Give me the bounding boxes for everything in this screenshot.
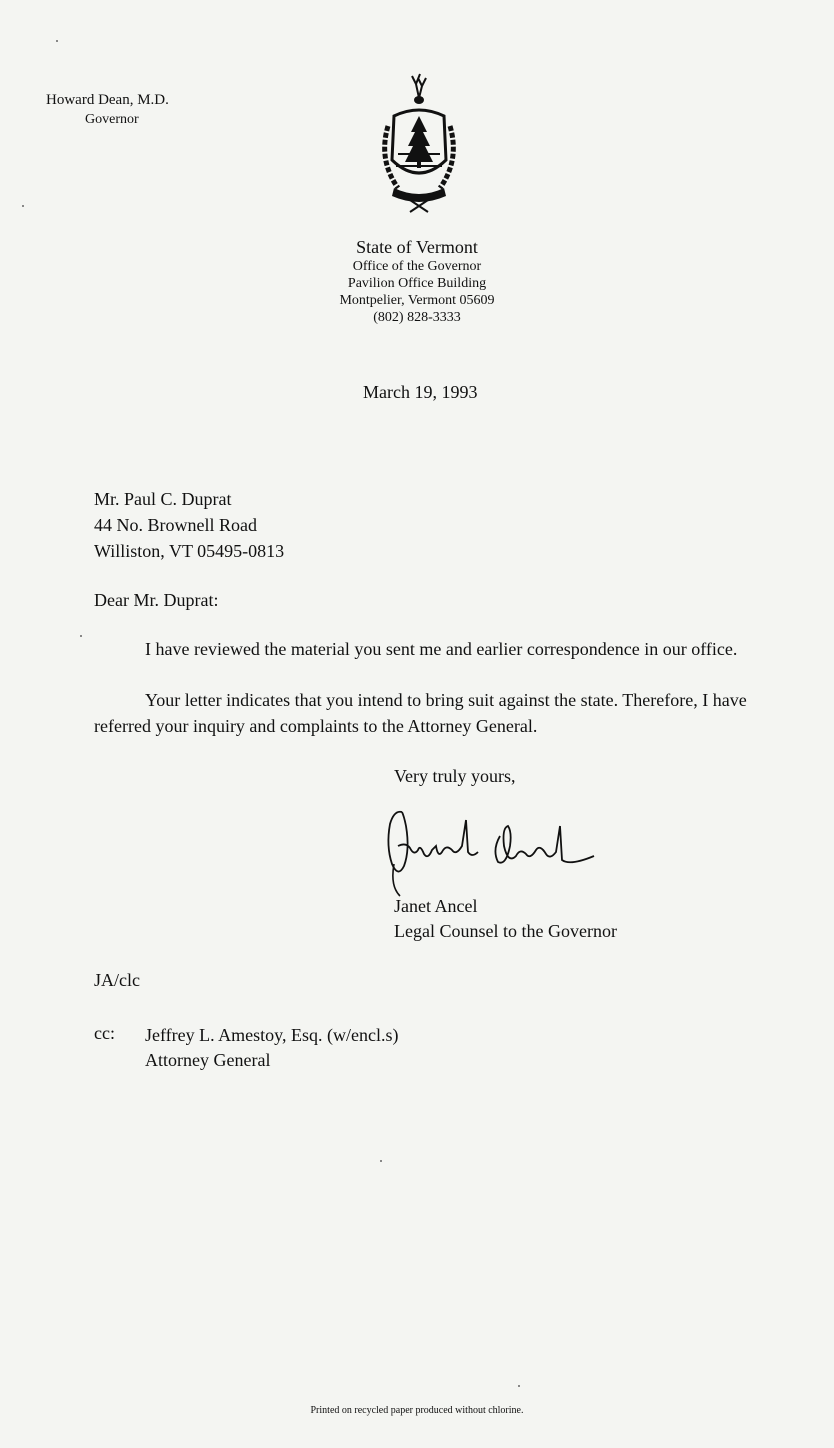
paper-speck bbox=[518, 1385, 520, 1387]
paper-speck bbox=[380, 1160, 382, 1162]
cc-recipient bbox=[145, 1023, 398, 1073]
cc-title: Attorney General bbox=[145, 1050, 271, 1070]
signer-name: Janet Ancel bbox=[394, 896, 478, 916]
paper-speck bbox=[56, 40, 58, 42]
signature bbox=[380, 806, 610, 898]
building-name: Pavilion Office Building bbox=[347, 276, 487, 291]
state-name: State of Vermont bbox=[356, 237, 478, 257]
letterhead-address bbox=[300, 236, 534, 326]
phone-number: (802) 828-3333 bbox=[373, 310, 461, 325]
body-paragraph-1: I have reviewed the material you sent me and earlier correspondence in our office. bbox=[145, 639, 738, 659]
cc-label: cc: bbox=[94, 1023, 115, 1043]
salutation: Dear Mr. Duprat: bbox=[94, 590, 219, 610]
cc-name: Jeffrey L. Amestoy, Esq. (w/encl.s) bbox=[145, 1025, 399, 1045]
recycled-paper-footer: Printed on recycled paper produced without chlorine. bbox=[310, 1405, 524, 1416]
body-paragraph-2-line-1: Your letter indicates that you intend to bring suit against the state. Therefore, I have bbox=[145, 690, 747, 710]
signer-block bbox=[394, 894, 617, 944]
letter-date: March 19, 1993 bbox=[363, 382, 478, 402]
recipient-address bbox=[94, 486, 284, 564]
signer-title: Legal Counsel to the Governor bbox=[394, 921, 617, 941]
recipient-city: Williston, VT 05495-0813 bbox=[94, 541, 285, 561]
reference-initials: JA/clc bbox=[94, 970, 140, 990]
body-paragraph-2-line-2: referred your inquiry and complaints to the Attorney General. bbox=[94, 716, 538, 736]
vermont-state-seal-icon bbox=[376, 70, 462, 215]
recipient-name: Mr. Paul C. Duprat bbox=[94, 489, 232, 509]
governor-title: Governor bbox=[85, 112, 139, 127]
recipient-street: 44 No. Brownell Road bbox=[94, 515, 257, 535]
paper-speck bbox=[22, 205, 24, 207]
closing: Very truly yours, bbox=[394, 766, 516, 786]
paper-speck bbox=[80, 635, 82, 637]
city-line: Montpelier, Vermont 05609 bbox=[339, 293, 495, 308]
governor-name: Howard Dean, M.D. bbox=[46, 92, 169, 108]
office-name: Office of the Governor bbox=[352, 259, 482, 274]
